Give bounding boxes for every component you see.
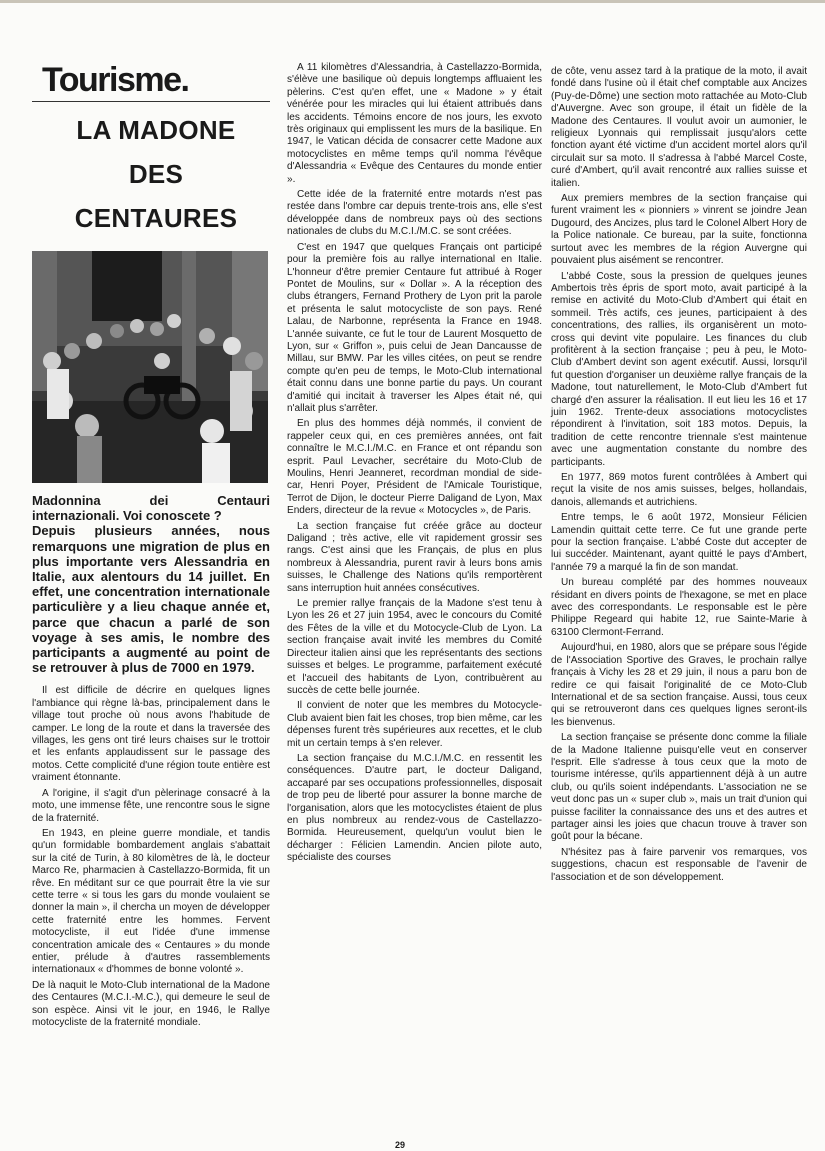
body-paragraph: Un bureau complété par des hommes nouveaux résidant en divers points de l'hexagone, se met en place avec des correspondants. Le responsable est le père Philippe Regeard qui habite 12, rue Sainte-Marie à 63100 Clermont-Ferrand. bbox=[551, 577, 807, 638]
body-paragraph: C'est en 1947 que quelques Français ont participé pour la première fois au rallye international en Italie. L'honneur d'être premier Centaure fut attribué à Roger Pontet de Moulins, sur « Dollar ». A la réception des clubs étrangers, Fernand Prothery de Lyon prit la parole et présenta le salut motocycliste de son pays. René Lalau, de Narbonne, représenta la France en 1948. L'année suivante, ce fut le tour de Laurent Mosquetto de Lyon, sur « Griffon », puis celui de Jean Dancausse de Millau, sur BMW. Par les villes citées, on peut se rendre compte qu'en peu de temps, le Moto-Club international était connu dans une bonne partie du pays. Un courant d'amitié qui incitait à traverser les Alpes était né, qui n'allait plus s'arrêter. bbox=[287, 241, 542, 414]
body-paragraph: L'abbé Coste, sous la pression de quelques jeunes Ambertois très épris de sport moto, avait participé à la remise en activité du Moto-Club d'Ambert qui était en sommeil. Très actifs, ces jeunes, participaient à des concentrations, des rallies, ils organisèrent un moto-cross qui devint vite populaire. Les finances du club profitèrent à la section française ; peu à peu, le Moto-Club d'Ambert devint son agent exécutif. Aussi, lorsqu'il fut question d'organiser un deuxième rallye français de la Madone, tout naturellement, le Moto-Club d'Ambert fut chargé d'en assurer la réalisation. Il eut lieu les 16 et 17 juin 1962. Trente-deux associations motocyclistes répondirent à l'invitation, soit 183 motos. Depuis, la tradition de cette rencontre triennale s'est maintenue avec une augmentation constante du nombre des participants. bbox=[551, 270, 807, 468]
body-paragraph: En 1977, 869 motos furent contrôlées à Ambert qui reçut la visite de nos amis suisses, belges, hollandais, danois, allemands et autrichiens. bbox=[551, 472, 807, 508]
section-heading: Tourisme. bbox=[42, 61, 189, 99]
body-paragraph: La section française du M.C.I./M.C. en ressentit les conséquences. D'autre part, le docteur Daligand, accaparé par ses occupations professionnelles, disposait de trop peu de liberté pour assurer la bonne marche de l'organisation, alors que les motocyclistes étaient de plus en plus nombreux au rendez-vous de Castellazzo-Bormida. Heureusement, quelqu'un voulut bien le décharger : Félicien Lamendin. Ancien pilote auto, spécialiste des courses bbox=[287, 752, 542, 864]
body-paragraph: La section française se présente donc comme la filiale de la Madone Italienne puisqu'elle veut en conserver l'esprit. Elle s'adresse à tous ceux que la moto de tourisme intéresse, qu'ils appartiennent déjà à un autre club, ou qu'ils soient indépendants. L'association ne se veut donc pas un « super club », mais un trait d'union qui puisse faciliter la connaissance des uns et des autres et partager ainsi les joies que chacun trouve à traver son goût pour la bécane. bbox=[551, 732, 807, 843]
body-paragraph: Entre temps, le 6 août 1972, Monsieur Félicien Lamendin quittait cette terre. Ce fut une grande perte pour la section française. L'abbé Coste dut accepter de lui succéder. Maintenant, ayant quitté le pays d'Ambert, l'année 79 a marqué la fin de son mandat. bbox=[551, 512, 807, 573]
body-paragraph: En 1943, en pleine guerre mondiale, et tandis qu'un formidable bombardement anglais s'abattait sur la cité de Turin, à 80 kilomètres de là, le docteur Marco Re, pharmacien à Castellazzo-Bormida, fit un rêve. En méditant sur ce que pourrait être la vie sur cette terre « si tous les gars du monde voulaient se donner la main », il chercha un moyen de développer cette fraternité entre les hommes. Fervent motocycliste, il eut l'idée d'une immense concentration amicale des « Centaures » du monde entier, prélude à d'autres rassemblements internationaux « d'hommes de bonne volonté ». bbox=[32, 827, 270, 976]
body-paragraph: A l'origine, il s'agit d'un pèlerinage consacré à la moto, une immense fête, une rencontre sous le signe de la fraternité. bbox=[32, 787, 270, 824]
lead-french: Depuis plusieurs années, nous remarquons une migration de plus en plus importante vers Alessandria en Italie, aux alentours du 14 juillet. En effet, une concentration internationale particulière y a lieu chaque année et, parce que chacun a parlé de son voyage à ses amis, le nombre des participants a augmenté au point de se retrouver à plus de 7000 en 1979. bbox=[32, 523, 270, 676]
lead-paragraph bbox=[32, 493, 270, 675]
page-number: 29 bbox=[395, 1140, 406, 1150]
body-paragraph: Aux premiers membres de la section française qui furent vraiment les « pionniers » vinrent se joindre Jean Dugourd, des Ancizes, plus tard le Colonel Albert Hory de la Police nationale. Ce bureau, par la suite, fonctionna surtout avec les membres de la région Auvergne qui pouvaient plus aisément se rencontrer. bbox=[551, 193, 807, 267]
body-paragraph: Il est difficile de décrire en quelques lignes l'ambiance qui règne là-bas, principalement dans le village tout proche où nous avons l'habitude de camper. Le long de la route et dans la traversée des villages, les gens ont tiré leurs chaises sur le trottoir et les enfants applaudissent sur le passage des motos. Cette complicité d'une région toute entière est vraiment étonnante. bbox=[32, 685, 270, 784]
body-paragraph: N'hésitez pas à faire parvenir vos remarques, vos suggestions, chacun est responsable de l'avenir de l'association et de son développement. bbox=[551, 846, 807, 883]
body-paragraph: A 11 kilomètres d'Alessandria, à Castellazzo-Bormida, s'élève une basilique où depuis longtemps affluaient les pèlerins. C'est qu'en effet, une « Madone » y était vénérée pour les miracles qui lui étaient attribués dans les accidents. Témoins encore de nos jours, les exvoto très originaux qui emplissent les murs de la basilique. En 1947, le Vatican décida de consacrer cette Madone aux motocyclistes en même temps qu'il nomma l'évêque d'Alessandria « Evêque des Centaures du monde entier ». bbox=[287, 62, 542, 185]
crowd-photo-image bbox=[32, 251, 268, 483]
body-paragraph: Il convient de noter que les membres du Motocycle-Club avaient bien fait les choses, trop bien même, car les dépenses furent très supérieures aux recettes, et le club mit un certain temps à s'en relever. bbox=[287, 700, 542, 749]
body-paragraph: Aujourd'hui, en 1980, alors que se prépare sous l'égide de l'Association Sportive des Graves, le prochain rallye français à Vichy les 28 et 29 juin, il nous a paru bon de redire ce qui faisait l'originalité de ce Moto-Club International et de sa section française. Aussi, tous ceux qui se retrouveront dans ces quelques lignes seront-ils les bienvenus. bbox=[551, 642, 807, 728]
body-paragraph: De là naquit le Moto-Club international de la Madone des Centaures (M.C.I.-M.C.), qui demeure le seul de son espèce. Ainsi vit le jour, en 1946, le Rallye motocycliste de la fraternité mondiale. bbox=[32, 979, 270, 1028]
column-2 bbox=[287, 62, 542, 868]
top-rule bbox=[0, 0, 825, 3]
column-3 bbox=[551, 66, 807, 887]
body-paragraph: La section française fut créée grâce au docteur Daligand ; très active, elle vit rapidement grossir ses rangs. C'est ainsi que les Français, de plus en plus nombreux à Alessandria, purent ravir à leurs bons amis suisses, le Challenge des Nations qu'ils remportèrent sans interruption huit années consécutives. bbox=[287, 520, 542, 594]
body-paragraph: Cette idée de la fraternité entre motards n'est pas restée dans l'ombre car depuis trente-trois ans, elle s'est développée dans de nombreux pays où des sections nationales de clubs du M.C.I./M.C. se sont créées. bbox=[287, 189, 542, 238]
title-line-3: CENTAURES bbox=[74, 203, 238, 233]
column-1 bbox=[32, 62, 270, 1032]
lead-italian: Madonnina dei Centauri internazionali. Voi conoscete ? bbox=[32, 493, 270, 524]
title-line-1: LA MADONE bbox=[76, 115, 236, 145]
body-paragraph: de côte, venu assez tard à la pratique de la moto, il avait fondé dans l'usine où il était chef comptable aux Ancizes (Puy-de-Dôme) une section moto rattachée au Moto-Club d'Auvergne. Avec son groupe, il était un fidèle de la Madone des Centaures. Il voulut avoir un aumonier, le religieux Lyonnais qui remplissait jusqu'alors cette fonction ayant été victime d'un accident mortel alors qu'il circulait sur sa moto. Il s'adressa à l'abbé Marcel Coste, curé d'Ambert, qu'il avait rencontré aux rallies suisse et italien. bbox=[551, 66, 807, 189]
body-paragraph: Le premier rallye français de la Madone s'est tenu à Lyon les 26 et 27 juin 1954, avec le concours du Comité des Fêtes de la ville et du Motocycle-Club de Lyon. La section française avait invité les membres du Comité Directeur italien ainsi que les représentants des sections suisses et belges. Le programme, parfaitement exécuté et l'accueil des habitants de Lyon, contribuèrent au succès de cette belle journée. bbox=[287, 598, 542, 696]
crowd-photo bbox=[32, 251, 268, 483]
body-paragraph: En plus des hommes déjà nommés, il convient de rappeler ceux qui, en ces premières années, ont fait connaître le M.C.I./M.C. en France et ont répandu son esprit. Paul Levacher, secrétaire du Moto-Club de Moulins, Henri Jeanneret, recordman mondial de side-car, Henri Poyer, Président de l'Amicale Touristique, Terrot de Dijon, le docteur Pierre Daligand de Lyon, Max Enders, directeur de la revue « Motocycles », de Paris. bbox=[287, 418, 542, 517]
heading-rule bbox=[32, 101, 270, 102]
title-line-2: DES bbox=[128, 159, 184, 189]
